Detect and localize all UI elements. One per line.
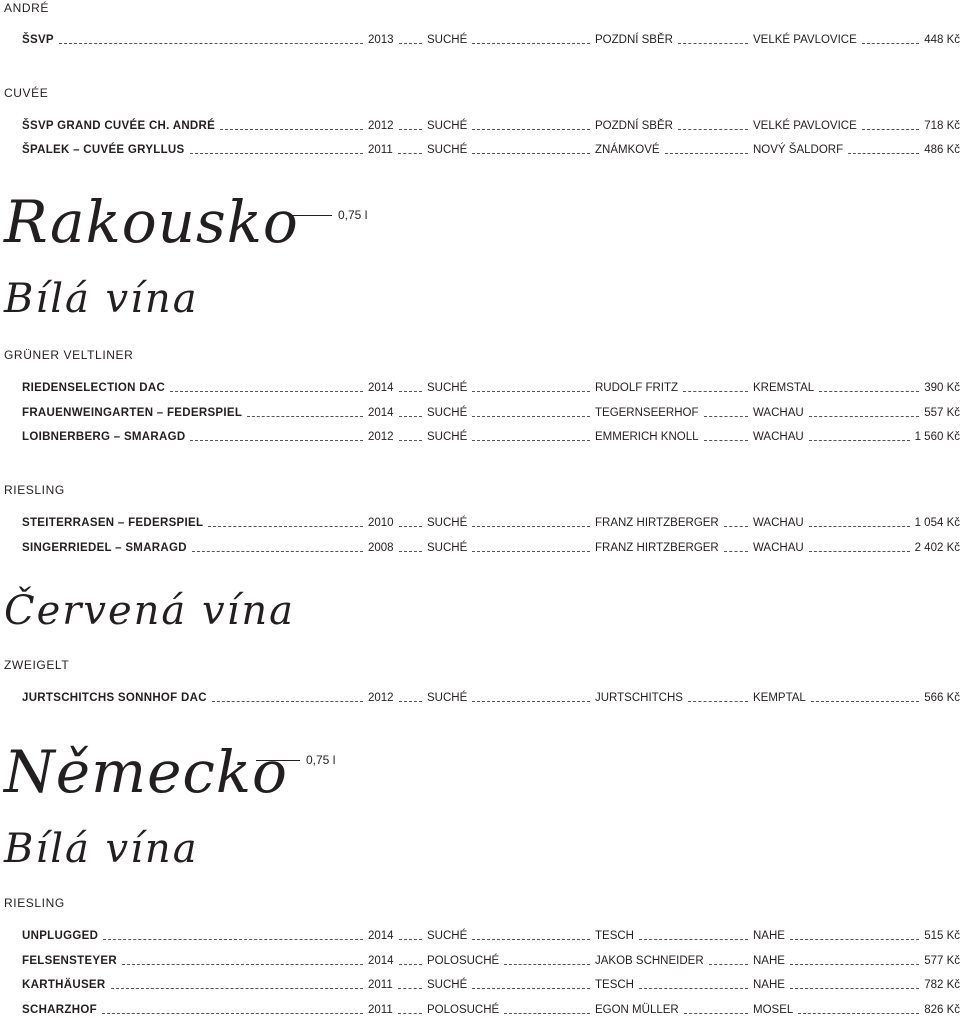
dotted-leader xyxy=(102,1013,363,1014)
dotted-leader xyxy=(398,153,422,154)
wine-vintage: 2014 xyxy=(368,382,394,394)
dotted-leader xyxy=(504,1013,590,1014)
wine-vintage: 2011 xyxy=(368,1004,393,1016)
dotted-leader xyxy=(862,43,919,44)
dotted-leader xyxy=(709,964,748,965)
dotted-leader xyxy=(399,416,422,417)
grape-category-label: ZWEIGELT xyxy=(4,658,70,672)
dotted-leader xyxy=(192,551,363,552)
dotted-leader xyxy=(170,391,363,392)
wine-vintage: 2013 xyxy=(368,34,394,46)
wine-producer: EMMERICH KNOLL xyxy=(595,431,699,443)
wine-vintage: 2011 xyxy=(368,979,393,991)
wine-region: MOSEL xyxy=(753,1004,794,1016)
dotted-leader xyxy=(472,551,590,552)
dotted-leader xyxy=(399,43,422,44)
dotted-leader xyxy=(504,964,590,965)
dotted-leader xyxy=(247,416,363,417)
wine-price: 566 Kč xyxy=(924,692,960,704)
wine-name: KARTHÄUSER xyxy=(22,979,106,991)
wine-region: KREMSTAL xyxy=(753,382,815,394)
wine-name: ŠSVP xyxy=(22,34,54,46)
dotted-leader xyxy=(399,551,422,552)
dotted-leader xyxy=(59,43,363,44)
dotted-leader xyxy=(472,988,590,989)
wine-region: WACHAU xyxy=(753,542,804,554)
dotted-leader xyxy=(472,391,590,392)
wine-producer: JURTSCHITCHS xyxy=(595,692,683,704)
grape-category-label: RIESLING xyxy=(4,483,65,497)
wine-price: 782 Kč xyxy=(924,979,960,991)
dotted-leader xyxy=(472,416,590,417)
wine-producer: RUDOLF FRITZ xyxy=(595,382,679,394)
wine-price: 557 Kč xyxy=(924,407,960,419)
wine-vintage: 2012 xyxy=(368,120,394,132)
dotted-leader xyxy=(472,440,590,441)
dotted-leader xyxy=(399,440,422,441)
dotted-leader xyxy=(809,440,910,441)
wine-sweetness: SUCHÉ xyxy=(427,144,468,156)
dotted-leader xyxy=(665,153,748,154)
wine-name: ŠPALEK – CUVÉE GRYLLUS xyxy=(22,144,185,156)
wine-sweetness: SUCHÉ xyxy=(427,382,468,394)
country-heading: Německo xyxy=(4,738,288,806)
wine-region: NAHE xyxy=(753,930,785,942)
wine-region: NAHE xyxy=(753,979,785,991)
volume-divider xyxy=(288,215,332,216)
wine-sweetness: SUCHÉ xyxy=(427,979,468,991)
wine-row xyxy=(22,1002,960,1018)
wine-row xyxy=(22,142,960,158)
wine-producer: FRANZ HIRTZBERGER xyxy=(595,542,719,554)
wine-price: 1 054 Kč xyxy=(914,517,960,529)
wine-region: WACHAU xyxy=(753,431,804,443)
wine-sweetness: POLOSUCHÉ xyxy=(427,1004,500,1016)
bottle-volume-label: 0,75 l xyxy=(338,208,368,222)
wine-name: ŠSVP GRAND CUVÉE CH. ANDRÉ xyxy=(22,120,216,132)
dotted-leader xyxy=(472,153,590,154)
wine-vintage: 2008 xyxy=(368,542,394,554)
wine-name: UNPLUGGED xyxy=(22,930,99,942)
wine-sweetness: SUCHÉ xyxy=(427,120,468,132)
dotted-leader xyxy=(809,416,919,417)
wine-producer: JAKOB SCHNEIDER xyxy=(595,955,704,967)
dotted-leader xyxy=(472,129,590,130)
dotted-leader xyxy=(122,964,363,965)
dotted-leader xyxy=(798,1013,919,1014)
dotted-leader xyxy=(639,988,748,989)
dotted-leader xyxy=(790,964,919,965)
dotted-leader xyxy=(398,1013,422,1014)
wine-sweetness: SUCHÉ xyxy=(427,517,468,529)
wine-region: NOVÝ ŠALDORF xyxy=(753,144,844,156)
wine-producer: EGON MÜLLER xyxy=(595,1004,679,1016)
wine-name: RIEDENSELECTION DAC xyxy=(22,382,166,394)
wine-vintage: 2012 xyxy=(368,431,394,443)
wine-row xyxy=(22,953,960,969)
dotted-leader xyxy=(472,701,590,702)
volume-divider xyxy=(256,760,300,761)
dotted-leader xyxy=(809,526,910,527)
wine-name: STEITERRASEN – FEDERSPIEL xyxy=(22,517,204,529)
wine-row xyxy=(22,928,960,944)
wine-price: 390 Kč xyxy=(924,382,960,394)
dotted-leader xyxy=(809,551,910,552)
wine-row xyxy=(22,380,960,396)
dotted-leader xyxy=(688,701,748,702)
wine-name: FRAUENWEINGARTEN – FEDERSPIEL xyxy=(22,407,243,419)
dotted-leader xyxy=(678,129,748,130)
wine-region: NAHE xyxy=(753,955,785,967)
wine-sweetness: SUCHÉ xyxy=(427,431,468,443)
dotted-leader xyxy=(704,440,748,441)
wine-producer: ZNÁMKOVÉ xyxy=(595,144,660,156)
dotted-leader xyxy=(212,701,363,702)
wine-name: FELSENSTEYER xyxy=(22,955,117,967)
wine-row xyxy=(22,690,960,706)
wine-row xyxy=(22,540,960,556)
dotted-leader xyxy=(399,939,422,940)
dotted-leader xyxy=(811,701,919,702)
grape-category-label: CUVÉE xyxy=(4,86,49,100)
dotted-leader xyxy=(220,129,363,130)
dotted-leader xyxy=(683,391,748,392)
wine-name: SCHARZHOF xyxy=(22,1004,97,1016)
dotted-leader xyxy=(190,153,363,154)
dotted-leader xyxy=(103,939,363,940)
dotted-leader xyxy=(790,939,919,940)
dotted-leader xyxy=(472,526,590,527)
dotted-leader xyxy=(399,129,422,130)
dotted-leader xyxy=(190,440,363,441)
grape-category-label: RIESLING xyxy=(4,896,65,910)
wine-vintage: 2010 xyxy=(368,517,394,529)
wine-type-heading: Červená vína xyxy=(4,588,295,634)
wine-price: 486 Kč xyxy=(924,144,960,156)
wine-name: SINGERRIEDEL – SMARAGD xyxy=(22,542,187,554)
wine-region: KEMPTAL xyxy=(753,692,806,704)
wine-name: LOIBNERBERG – SMARAGD xyxy=(22,431,186,443)
dotted-leader xyxy=(790,988,919,989)
dotted-leader xyxy=(678,43,748,44)
wine-region: VELKÉ PAVLOVICE xyxy=(753,120,857,132)
dotted-leader xyxy=(704,416,748,417)
dotted-leader xyxy=(684,1013,748,1014)
wine-producer: TEGERNSEERHOF xyxy=(595,407,699,419)
dotted-leader xyxy=(111,988,363,989)
wine-price: 1 560 Kč xyxy=(914,431,960,443)
dotted-leader xyxy=(724,551,748,552)
wine-row xyxy=(22,977,960,993)
wine-producer: TESCH xyxy=(595,930,634,942)
wine-row xyxy=(22,515,960,531)
wine-price: 577 Kč xyxy=(924,955,960,967)
country-heading: Rakousko xyxy=(4,188,299,256)
wine-sweetness: SUCHÉ xyxy=(427,34,468,46)
wine-sweetness: SUCHÉ xyxy=(427,542,468,554)
dotted-leader xyxy=(399,391,422,392)
wine-price: 448 Kč xyxy=(924,34,960,46)
wine-producer: POZDNÍ SBĚR xyxy=(595,34,673,46)
dotted-leader xyxy=(398,988,422,989)
wine-sweetness: POLOSUCHÉ xyxy=(427,955,500,967)
wine-price: 826 Kč xyxy=(924,1004,960,1016)
wine-price: 515 Kč xyxy=(924,930,960,942)
wine-type-heading: Bílá vína xyxy=(4,276,199,322)
wine-region: WACHAU xyxy=(753,517,804,529)
wine-vintage: 2014 xyxy=(368,930,394,942)
wine-producer: TESCH xyxy=(595,979,634,991)
dotted-leader xyxy=(639,939,748,940)
wine-producer: FRANZ HIRTZBERGER xyxy=(595,517,719,529)
wine-row xyxy=(22,118,960,134)
wine-vintage: 2014 xyxy=(368,407,394,419)
dotted-leader xyxy=(399,701,422,702)
wine-sweetness: SUCHÉ xyxy=(427,930,468,942)
wine-sweetness: SUCHÉ xyxy=(427,407,468,419)
dotted-leader xyxy=(819,391,919,392)
wine-price: 2 402 Kč xyxy=(914,542,960,554)
dotted-leader xyxy=(399,526,422,527)
wine-vintage: 2011 xyxy=(368,144,393,156)
wine-vintage: 2012 xyxy=(368,692,394,704)
wine-region: WACHAU xyxy=(753,407,804,419)
dotted-leader xyxy=(208,526,363,527)
wine-row xyxy=(22,405,960,421)
dotted-leader xyxy=(472,939,590,940)
wine-price: 718 Kč xyxy=(924,120,960,132)
wine-vintage: 2014 xyxy=(368,955,394,967)
dotted-leader xyxy=(724,526,748,527)
wine-sweetness: SUCHÉ xyxy=(427,692,468,704)
wine-region: VELKÉ PAVLOVICE xyxy=(753,34,857,46)
bottle-volume-label: 0,75 l xyxy=(306,753,336,767)
wine-type-heading: Bílá vína xyxy=(4,826,199,872)
grape-category-label: ANDRÉ xyxy=(4,1,50,15)
dotted-leader xyxy=(399,964,422,965)
wine-row xyxy=(22,429,960,445)
dotted-leader xyxy=(862,129,919,130)
dotted-leader xyxy=(472,43,590,44)
wine-name: JURTSCHITCHS SONNHOF DAC xyxy=(22,692,207,704)
dotted-leader xyxy=(848,153,919,154)
grape-category-label: GRÜNER VELTLINER xyxy=(4,348,134,362)
wine-row xyxy=(22,32,960,48)
wine-producer: POZDNÍ SBĚR xyxy=(595,120,673,132)
